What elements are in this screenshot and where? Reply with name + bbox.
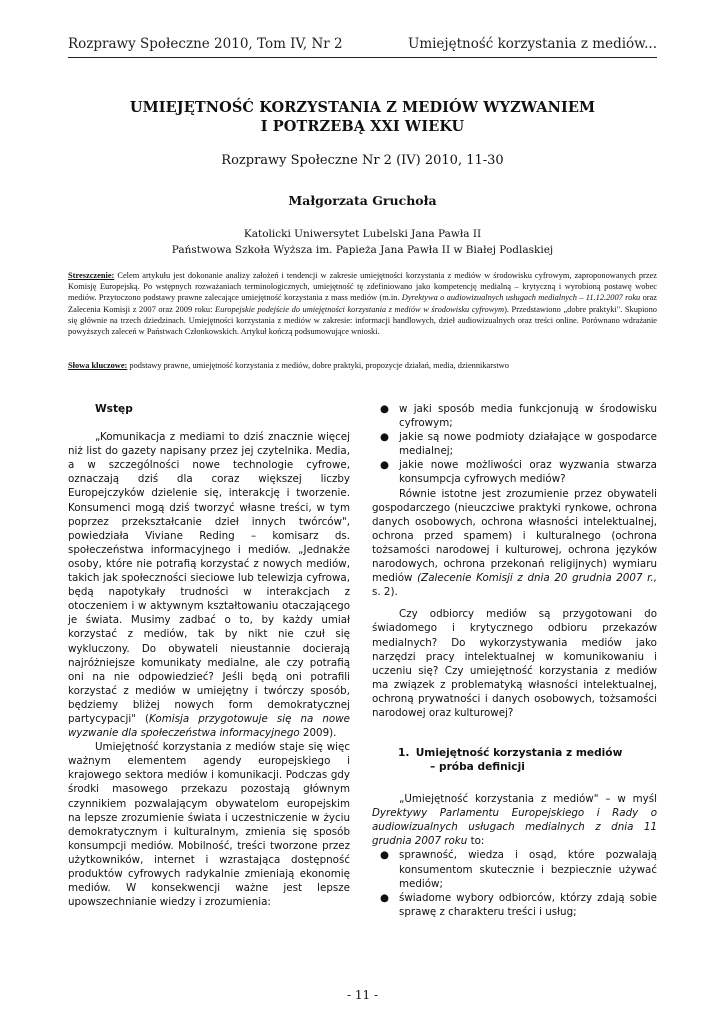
keywords [68,360,657,371]
p3-tail: s. 2). [372,586,398,599]
bullet-icon: ● [380,403,389,415]
section-heading [398,746,657,774]
abstract-text-1: Celem artykułu jest dokonanie analizy założeń i tendencji w zakresie umiejętności korzystania z mediów w środowisku cyfrowym, zaproponowanych przez Komisję Europejską. Po wstępnych rozważaniach terminologicznych, umiejętność tę zdefiniowano jako kompetencję medialną – krytyczną i wyrobioną postawę wobec mediów. Przytoczono podstawy prawne zalecające umiejętność korzystania z mass mediów (m.in. [68,271,657,303]
list-item: ● świadome wybory odbiorców, którzy zdają sobie sprawę z charakteru treści i usług; [380,891,657,918]
bullet-icon: ● [380,431,389,444]
p5-tail: to: [467,835,485,848]
running-head-journal: Rozprawy Społeczne 2010, Tom IV, Nr 2 [68,36,343,52]
intro-p1-tail: 2009). [299,727,337,740]
page-number: - 11 - [346,988,378,1002]
p5-citation: Dyrektywy Parlamentu Europejskiego i Rady o audiowizualnych usługach medialnych z dnia 11 grudnia 2007 roku [372,807,657,848]
keywords-text: podstawy prawne, umiejętność korzystania z mediów, dobre praktyki, propozycje działań, media, dziennikarstwo [127,361,509,370]
article-title [68,98,657,136]
intro-p1-text: „Komunikacja z mediami to dziś znacznie więcej niż list do gazety napisany przez jej czytelnika. Media, a w szczególności nowe technologie cyfrowe, oznaczają dziś dla coraz większej liczby Europejczyków dzielenie się, interakcję i tworzenie. Konsumenci mogą dziś tworzyć własne treści, w tym poprzez przekształcanie dzieł innych twórców", powiedziała Viviane Reding – komisarz ds. społeczeństwa informacyjnego i mediów. „Jednakże osoby, które nie potrafią korzystać z nowych mediów, takich jak społeczności sieciowe lub telewizja cyfrowa, będą napotykały trudności w interakcjach z otoczeniem i w aktywnym kształtowaniu otaczającego je świata. Musimy zadbać o to, by każdy umiał korzystać z mediów, tak by nikt nie czuł się wykluczony. Do obywateli nieustannie docierają najróżniejsze komunikaty medialne, ale czy potrafią oni na nie odpowiedzieć? Jeśli będą oni potrafili korzystać z mediów w umiejętny i twórczy sposób, będziemy bliżej nowych form demokratycznej partycypacji" ( [68,431,350,725]
list-item: ● sprawność, wiedza i osąd, które pozwalają konsumentom skutecznie i bezpiecznie używać mediów; [380,849,657,890]
intro-paragraph-2: Umiejętność korzystania z mediów staje się więc ważnym elementem agendy europejskiego i krajowego sektora mediów i komunikacji. Podczas gdy środki masowego przekazu pozostają głównym czynnikiem pozwalającym obywatelom europejskim na lepsze zrozumienie świata i uczestniczenie w życiu demokratycznym i kulturalnym, zmienia się sposób konsumpcji mediów. Mobilność, treści tworzone przez użytkowników, internet i wzrastająca dostępność produktów cyfrowych radykalnie zmieniają ekonomię mediów. W konsekwencji ważne jest lepsze upowszechnianie wiedzy i zrozumienia: [68,741,350,909]
questions-list [372,402,657,487]
article-title-line-2: I POTRZEBĄ XXI WIEKU [260,118,465,135]
abstract-text-3: ). Przedstawiono „dobre praktyki". Skupiono się głównie na trzech dziedzinach. Umiejętności korzystania z mediów w zakresie: informacji handlowych, dzieł audiowizualnych oraz treści online. Porównano wdrażanie powyższych zaleceń w Państwach Członkowskich. Artykuł kończą podsumowujące wnioski. [68,304,657,337]
article-source: Rozprawy Społeczne Nr 2 (IV) 2010, 11-30 [221,153,504,168]
article-author: Małgorzata Gruchoła [288,193,437,208]
section-title-line-2: – próba definicji [430,761,525,774]
p3-text: Równie istotne jest zrozumienie przez obywateli gospodarczego (nieuczciwe praktyki rynkowe, ochrona danych osobowych, ochrona własności intelektualnej, ochrona przed spamem) i kulturalnego (ochrona tożsamości narodowej i kulturowej, ochrona języków narodowych, ochrona przekonań religijnych) wymiaru mediów [372,487,657,585]
keywords-label: Słowa kluczowe: [68,361,128,370]
p3-citation: (Zalecenie Komisji z dnia 20 grudnia 2007 r., [417,572,657,585]
abstract-text-2: oraz Zalecenia Komisji z 2007 oraz 2009 roku: [68,293,657,314]
list-item: ● jakie nowe możliwości oraz wyzwania stwarza konsumpcja cyfrowych mediów? [380,459,657,486]
author-affiliations [68,226,657,258]
bullet-icon: ● [380,849,389,862]
list-item: ● jakie są nowe podmioty działające w gospodarce medialnej; [380,431,657,458]
definition-list [372,848,657,918]
spacer [372,599,657,607]
paragraph-4: Czy odbiorcy mediów są przygotowani do świadomego i krytycznego odbioru przekazów medialnych? Do wykorzystywania mediów jako narzędzi pracy intelektualnej w komunikowaniu i uczeniu się? Czy umiejętność korzystania z mediów ma związek z problematyką własności intelektualnej, ochroną prywatności i danych osobowych, tożsamości narodowej oraz kulturowej? [372,608,657,719]
running-head [68,36,657,58]
bullet-icon: ● [380,459,389,472]
p5-text: „Umiejętność korzystania z mediów" – w myśl [399,793,657,806]
header-rule [68,57,657,58]
section-number: 1. [398,747,410,760]
paragraph-3 [372,487,657,600]
intro-heading: Wstęp [95,403,133,415]
abstract-italic-2: Europejskie podejście do umiejętności korzystania z mediów w środowisku cyfrowym [215,304,505,314]
right-column [372,402,657,919]
article-title-line-1: UMIEJĘTNOŚĆ KORZYSTANIA Z MEDIÓW WYZWANIEM [129,99,596,116]
section-title-line-1: Umiejętność korzystania z mediów [415,747,623,760]
intro-p1-citation: Komisja przygotowuje się na nowe wyzwanie dla społeczeństwa informacyjnego [68,712,350,740]
affiliation-1: Katolicki Uniwersytet Lubelski Jana Pawła II [243,228,482,240]
abstract-italic-1: Dyrektywa o audiowizualnych usługach medialnych – 11.12.2007 roku [401,293,641,303]
abstract [68,270,657,337]
abstract-label: Streszczenie: [68,271,115,280]
list-item: ● w jaki sposób media funkcjonują w środowisku cyfrowym; [380,403,657,430]
running-head-short-title: Umiejętność korzystania z mediów... [407,36,657,52]
paragraph-5 [372,792,657,848]
intro-paragraph-1 [68,430,350,740]
left-column [68,402,350,909]
bullet-icon: ● [380,891,389,904]
affiliation-2: Państwowa Szkoła Wyższa im. Papieża Jana Pawła II w Białej Podlaskiej [171,244,554,256]
